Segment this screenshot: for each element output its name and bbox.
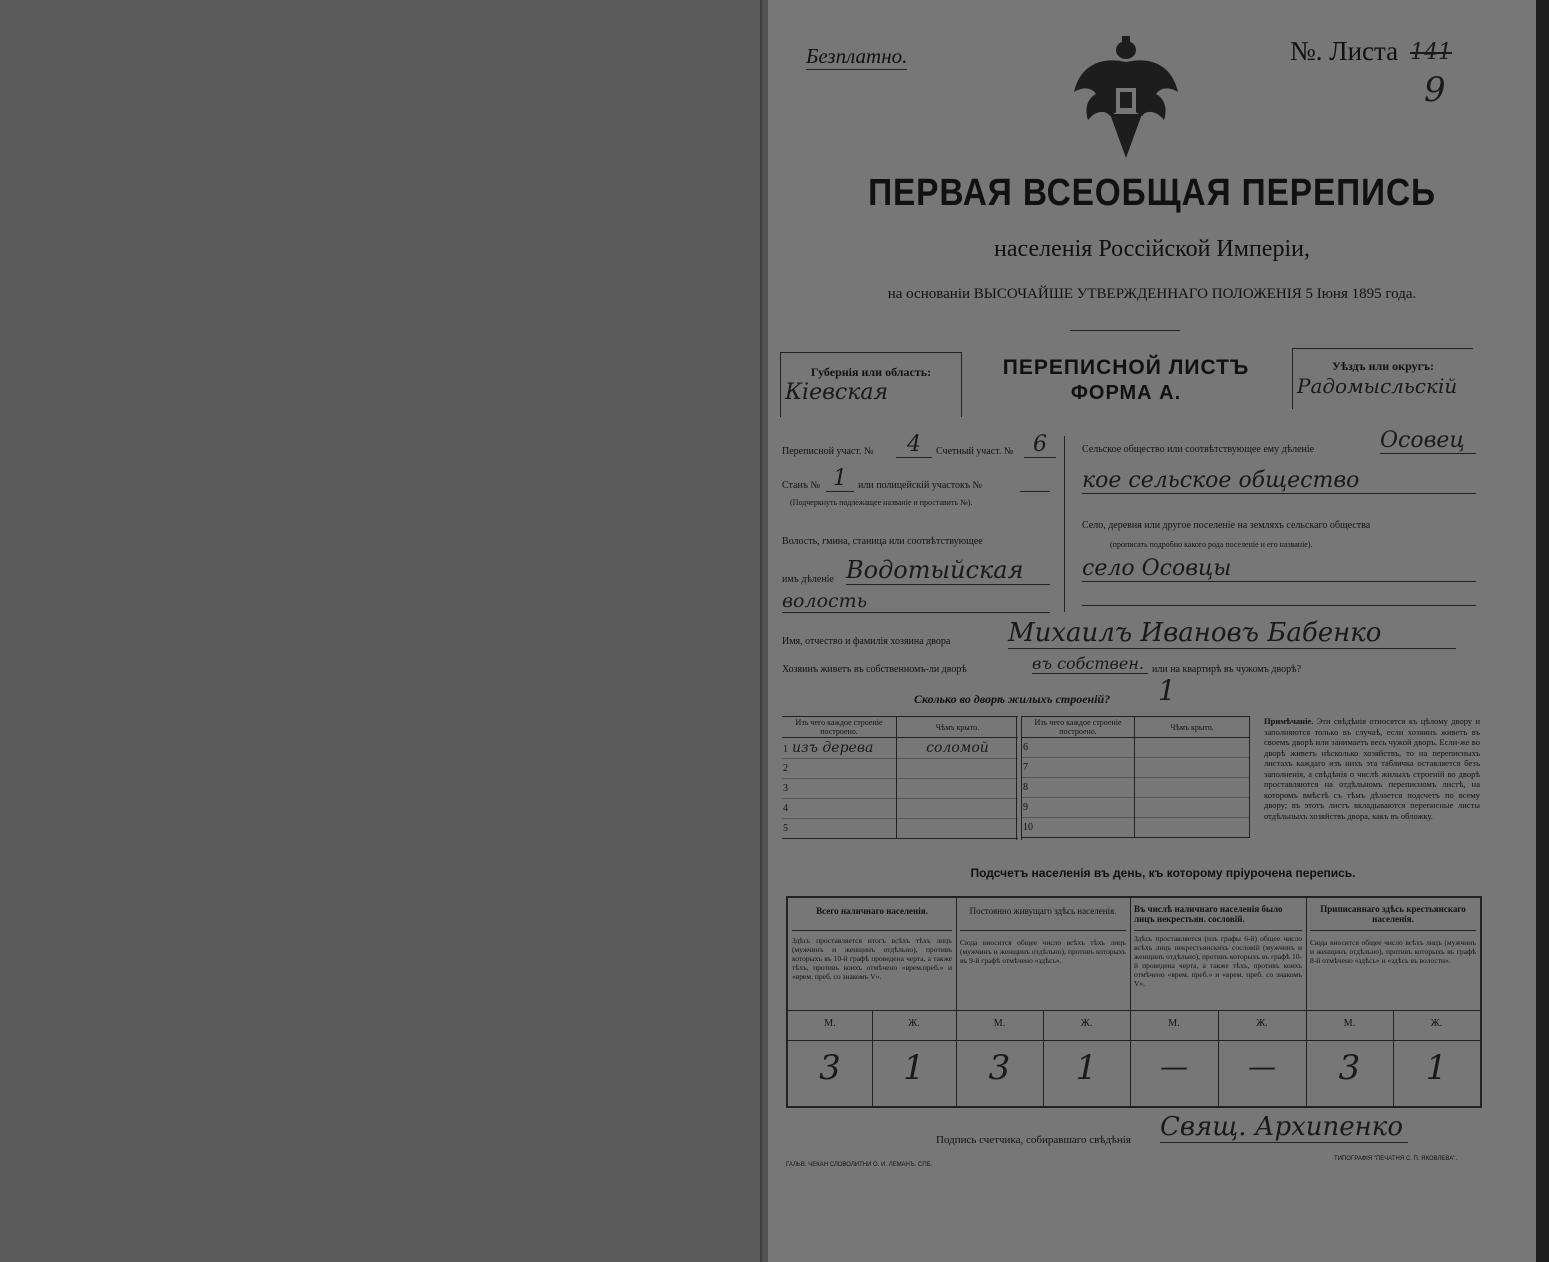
table-row <box>782 738 1018 759</box>
material-header: Изъ чего каждое строеніе построено. <box>782 717 897 738</box>
row-number: 8 <box>1022 778 1135 798</box>
signature-label: Подпись счетчика, собиравшаго свѣдѣнія <box>936 1134 1131 1146</box>
society-value1: Осовец <box>1380 428 1476 454</box>
count-col1-m-label: М. <box>824 1018 836 1029</box>
roof-value: соломой <box>926 740 989 756</box>
stan-note: (Подчеркнуть подлежащее названіе и проставить №). <box>790 498 973 507</box>
owner-lives-value: въ собствен. <box>1032 654 1148 674</box>
count-col1-desc: Здѣсь проставляется итогъ всѣхъ тѣхъ лицъ (мужчинъ и женщинъ отдѣльно), противъ которыхъ въ 10-й графѣ проведена черта, а также тѣхъ, противъ коихъ отмѣчено «врем.преб.» и «врем. преб. со знакомъ V». <box>792 936 952 981</box>
count-col4-m: 3 <box>1338 1048 1361 1088</box>
table-row <box>782 799 1018 819</box>
table-row <box>1022 738 1250 758</box>
row-number: 9 <box>1022 798 1135 818</box>
uezd-box <box>1292 348 1473 409</box>
count-col3-f: — <box>1248 1050 1276 1083</box>
table-row <box>1022 778 1250 798</box>
count-col4-m-label: М. <box>1343 1018 1356 1029</box>
signature-value: Свящ. Архипенко <box>1160 1112 1408 1143</box>
count-col4-f-label: Ж. <box>1430 1018 1443 1029</box>
left-page-blank <box>0 0 762 1262</box>
row-rule <box>788 1010 1480 1011</box>
count-col3-m-label: М. <box>1168 1018 1180 1029</box>
sheet-number-handwritten: 9 <box>1424 70 1446 110</box>
gubernia-value: Кіевская <box>785 380 889 405</box>
village-note: (прописать подробно какого рода поселеніе и его названіе). <box>1110 540 1313 549</box>
count-col1-head: Всего наличнаго населенія. <box>816 906 928 916</box>
volost-value2: волость <box>782 590 1050 613</box>
printer-left: ГАЛЬВ. ЧЕКАН СЛОВОЛИТНИ О. И. ЛЕМАНЪ. СПБ. <box>786 1162 933 1168</box>
volost-label: Волость, гмина, станица или соотвѣтствующее <box>782 536 983 547</box>
owner-lives-label: Хозяинъ живетъ въ собственномъ-ли дворѣ <box>782 664 967 675</box>
census-basis: на основаніи ВЫСОЧАЙШЕ УТВЕРЖДЕННАГО ПОЛОЖЕНІЯ 5 Іюня 1895 года. <box>887 286 1417 302</box>
uchastok-value: 4 <box>896 432 932 458</box>
form-title-line1: ПЕРЕПИСНОЙ ЛИСТЪ <box>1002 356 1250 379</box>
police-label: или полицейскій участокъ № <box>858 480 983 491</box>
roof-header: Чѣмъ крыто. <box>1135 717 1250 738</box>
police-value-line <box>1020 490 1050 492</box>
schetny-label: Счетный участ. № <box>936 446 1014 457</box>
count-col4-head: Приписаннаго здѣсь крестьянскаго населенія. <box>1320 904 1466 924</box>
owner-name-value: Михаилъ Ивановъ Бабенко <box>1008 618 1456 649</box>
sheet-number-struck: 141 <box>1410 40 1452 65</box>
buildings-label: Сколько во дворѣ жилыхъ строеній? <box>914 692 1111 706</box>
village-label: Село, деревня или другое поселеніе на земляхъ сельскаго общества <box>1082 520 1371 531</box>
count-col3-m: — <box>1160 1050 1188 1083</box>
table-row <box>782 779 1018 799</box>
count-col2-f-label: Ж. <box>1080 1018 1093 1029</box>
count-table <box>786 896 1482 1108</box>
count-col2-m-label: М. <box>993 1018 1006 1029</box>
count-col2-head: Постоянно живущаго здѣсь населенія. <box>969 906 1117 916</box>
printer-right: ТИПОГРАФІЯ "ПЕЧАТНЯ С. П. ЯКОВЛЕВА". <box>1334 1156 1458 1162</box>
schetny-value: 6 <box>1024 432 1056 458</box>
table-row <box>782 759 1018 779</box>
head-rule <box>792 930 952 931</box>
volost-label2: имъ дѣленіе <box>782 574 834 585</box>
sheet-number-label: №. Листа <box>1290 36 1399 66</box>
row-number: 2 <box>782 759 897 779</box>
row-number: 3 <box>782 779 897 799</box>
count-col2-desc: Сюда вносится общее число всѣхъ тѣхъ лицъ (мужчинъ и женщинъ отдѣльно), противъ которыхъ въ 9-й графѣ отмѣчено «здѣсь». <box>960 938 1126 965</box>
count-title: Подсчетъ населенія въ день, къ которому пріурочена перепись. <box>970 866 1356 880</box>
buildings-table-left <box>782 716 1018 839</box>
row-rule <box>788 1040 1480 1041</box>
row-number: 1 <box>783 744 788 755</box>
count-col3-desc: Здѣсь проставляется (изъ графы 6-й) общее число всѣхъ лицъ некрестьянскихъ сословій (мужчинъ и женщинъ отдѣльно), противъ которыхъ въ графѣ 10-й проведена черта, а также тѣхъ, противъ коихъ отмѣчено «врем. преб.» и «врем. преб. со знакомъ V». <box>1134 934 1302 988</box>
census-title: ПЕРВАЯ ВСЕОБЩАЯ ПЕРЕПИСЬ <box>868 172 1436 214</box>
head-rule <box>960 930 1126 931</box>
count-col3-head: Въ числѣ наличнаго населенія было лицъ некрестьян. сословій. <box>1134 904 1283 924</box>
volost-value1: Водотыйская <box>846 556 1050 585</box>
table-row <box>782 819 1018 839</box>
table-row <box>1022 758 1250 778</box>
remark-block <box>1264 716 1480 821</box>
village-extra-line <box>1082 604 1476 606</box>
uezd-value: Радомысльскій <box>1297 374 1458 398</box>
uchastok-label: Переписной участ. № <box>782 446 874 457</box>
remark-text: Эти свѣдѣнія относятся къ цѣлому двору и заполняются только въ случаѣ, если хозяинъ живетъ въ своемъ дворѣ или занимаетъ весь чужой дворъ. Если-же во дворѣ живетъ нѣсколько хозяйствъ, то на переписныхъ листахъ каждаго изъ нихъ эта табличка оставляется безъ заполненія, а свѣдѣнія о числѣ жилыхъ строеній во дворѣ проставляются на отдѣльномъ переписномъ листѣ, на которомъ вмѣстѣ съ тѣмъ дѣлается подсчетъ по всему двору; въ этотъ листъ вкладываются переписные листы отдѣльныхъ хозяйствъ двора, какъ въ обложку. <box>1264 716 1481 821</box>
owner-name-label: Имя, отчество и фамилія хозяина двора <box>782 636 951 647</box>
society-label: Сельское общество или соотвѣтствующее ему дѣленіе <box>1082 444 1315 455</box>
count-col4-desc: Сюда вносится общее число всѣхъ лицъ (мужчинъ и женщинъ отдѣльно), противъ которыхъ въ графѣ 8-й отмѣчено «здѣсь» и «здѣсь въ волости». <box>1310 938 1476 965</box>
count-col1-f-label: Ж. <box>908 1018 920 1029</box>
gubernia-box <box>780 352 962 417</box>
stan-value: 1 <box>826 466 854 492</box>
gubernia-label: Губернія или область: <box>810 365 932 379</box>
double-headed-eagle-icon <box>1070 36 1182 160</box>
census-subtitle: населенія Россійской Имперіи, <box>994 236 1310 262</box>
society-value2: кое сельское общество <box>1082 468 1476 494</box>
buildings-value: 1 <box>1158 674 1176 707</box>
scan-edge <box>1536 0 1549 1262</box>
village-value: село Осовцы <box>1082 556 1476 582</box>
material-header: Изъ чего каждое строеніе построено. <box>1022 717 1135 738</box>
count-col1-f: 1 <box>903 1048 925 1088</box>
owner-lives-label2: или на квартирѣ въ чужомъ дворѣ? <box>1152 664 1302 675</box>
count-col1-m: 3 <box>819 1048 841 1088</box>
count-col2-m: 3 <box>988 1048 1011 1088</box>
field-divider <box>1064 436 1065 612</box>
row-number: 4 <box>782 799 897 819</box>
material-value: изъ дерева <box>792 740 874 756</box>
count-col2-f: 1 <box>1075 1048 1098 1088</box>
row-number: 10 <box>1022 818 1135 838</box>
uezd-label: Уѣздъ или округъ: <box>1331 359 1435 373</box>
row-number: 7 <box>1022 758 1135 778</box>
table-row <box>1022 798 1250 818</box>
free-label: Безплатно. <box>806 44 908 68</box>
buildings-table-right <box>1022 716 1250 838</box>
stan-label: Станъ № <box>782 480 821 491</box>
form-title-line2: ФОРМА А. <box>1070 382 1182 404</box>
row-number: 5 <box>782 819 897 839</box>
table-row <box>1022 818 1250 838</box>
form-title <box>960 356 1292 405</box>
roof-header: Чѣмъ крыто. <box>935 722 980 732</box>
head-rule <box>1134 930 1302 931</box>
row-number: 6 <box>1022 738 1135 758</box>
ornament-divider <box>1070 330 1180 331</box>
head-rule <box>1310 930 1476 931</box>
remark-head: Примѣчаніе. <box>1264 716 1314 726</box>
count-col4-f: 1 <box>1425 1048 1448 1088</box>
count-col3-f-label: Ж. <box>1256 1018 1268 1029</box>
